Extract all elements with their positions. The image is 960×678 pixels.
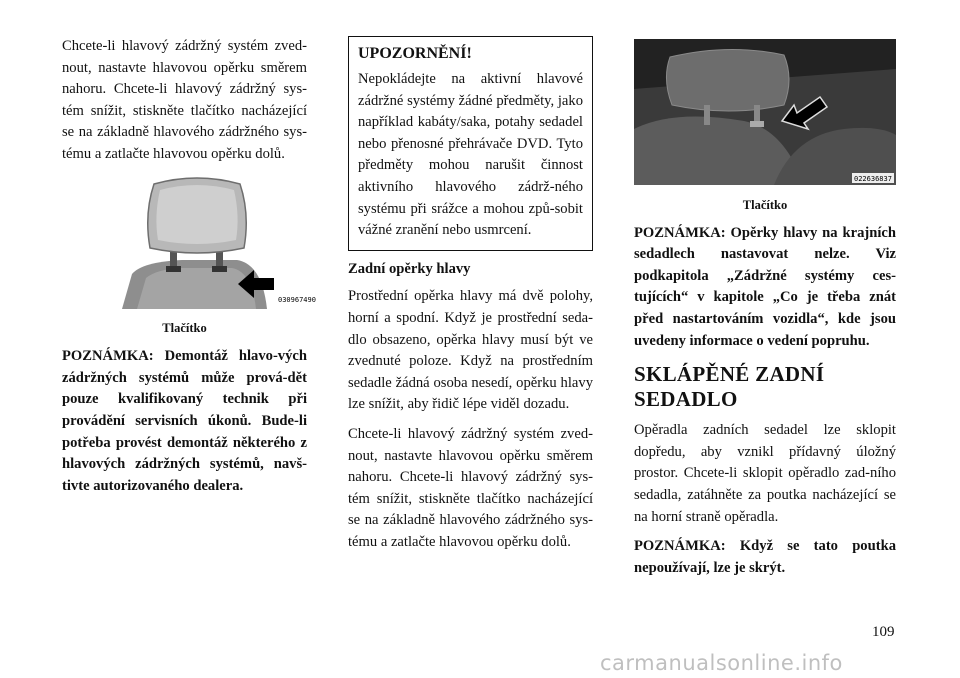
- column-left: [62, 36, 316, 505]
- warning-text: Nepokládejte na aktivní hlavové zádržné systémy žádné předměty, jako například kabáty/saka, potahy sedadel nebo přenosné přehrávače DVD. Tyto předměty mohou narušit činnost aktivního hlavového zádrž-ného systému při srážce a mohou způ-sobit vážné zranění nebo usmrcení.: [358, 71, 583, 239]
- front-head-restraint-image: [62, 174, 316, 309]
- paragraph-raise-lower: Chcete-li hlavový zádržný systém zved-nout, nastavte hlavovou opěrku směrem nahoru. Chcete-li hlavový zádržný sys-tém snížit, stiskněte tlačítko nacházející se na základně hlavového zádržného sys-tému a zatlačte hlavovou opěrku dolů.: [62, 38, 307, 162]
- column-middle: [348, 36, 593, 561]
- note-removal: POZNÁMKA: Demontáž hlavo-vých zádržných systémů může prová-dět pouze kvalifikovaný technik při provádění servisních úkonů. Bude-li potřeba provést demontáž některého z hlavových zádržných systémů, navš-tivte autorizovaného dealera.: [62, 348, 307, 494]
- warning-title: UPOZORNĚNÍ!: [358, 45, 472, 62]
- paragraph-center-positions: Prostřední opěrka hlavy má dvě polohy, horní a spodní. Když je prostřední seda-dlo obsazeno, opěrka hlavy musí být ve zvednuté poloze. Když na prostředním sedadle žádná osoba nesedí, opěrku hlavy lze snížit, aby řidič lépe viděl dozadu.: [348, 288, 593, 413]
- figure-front-head-restraint: [62, 174, 316, 337]
- subheading-rear-head-restraints: Zadní opěrky hlavy: [348, 260, 471, 277]
- watermark-text: carmanualsonline.info: [600, 651, 843, 675]
- warning-box: [348, 36, 593, 251]
- figure-code-rear: 022636837: [854, 175, 892, 183]
- paragraph-fold-seat: Opěradla zadních sedadel lze sklopit dopředu, aby vznikl přídavný úložný prostor. Chcete-li sklopit opěradlo zad-ního sedadla, zatáhněte za poutka nacházející se na horní straně opěradla.: [634, 422, 896, 525]
- note-outboard: POZNÁMKA: Opěrky hlavy na krajních sedadlech nastavovat nelze. Viz podkapitola „Zádržné systémy ces-tujících“ v kapitole „Co je třeba znát před nastartováním vozidla“, kde jsou uvedeny informace o vedení popruhu.: [634, 224, 896, 349]
- figure-rear-head-restraint: [634, 39, 896, 213]
- rear-head-restraint-image: [634, 39, 896, 185]
- figure-caption-rear: Tlačítko: [742, 197, 788, 212]
- figure-caption: Tlačítko: [162, 321, 207, 336]
- paragraph-raise-lower-rear: Chcete-li hlavový zádržný systém zved-nout, nastavte hlavovou opěrku směrem nahoru. Chcete-li hlavový zádržný sys-tém snížit, stiskněte tlačítko nacházející se na základně hlavového zádržného sys-tému a zatlačte hlavovou opěrku dolů.: [348, 425, 593, 550]
- figure-code: 030967490: [278, 295, 316, 304]
- column-right: [634, 36, 896, 587]
- page-number: 109: [872, 624, 895, 640]
- note-straps: POZNÁMKA: Když se tato poutka nepoužívají, lze je skrýt.: [634, 538, 896, 576]
- section-title-folding-rear-seat: SKLÁPĚNÉ ZADNÍ SEDADLO: [634, 362, 825, 412]
